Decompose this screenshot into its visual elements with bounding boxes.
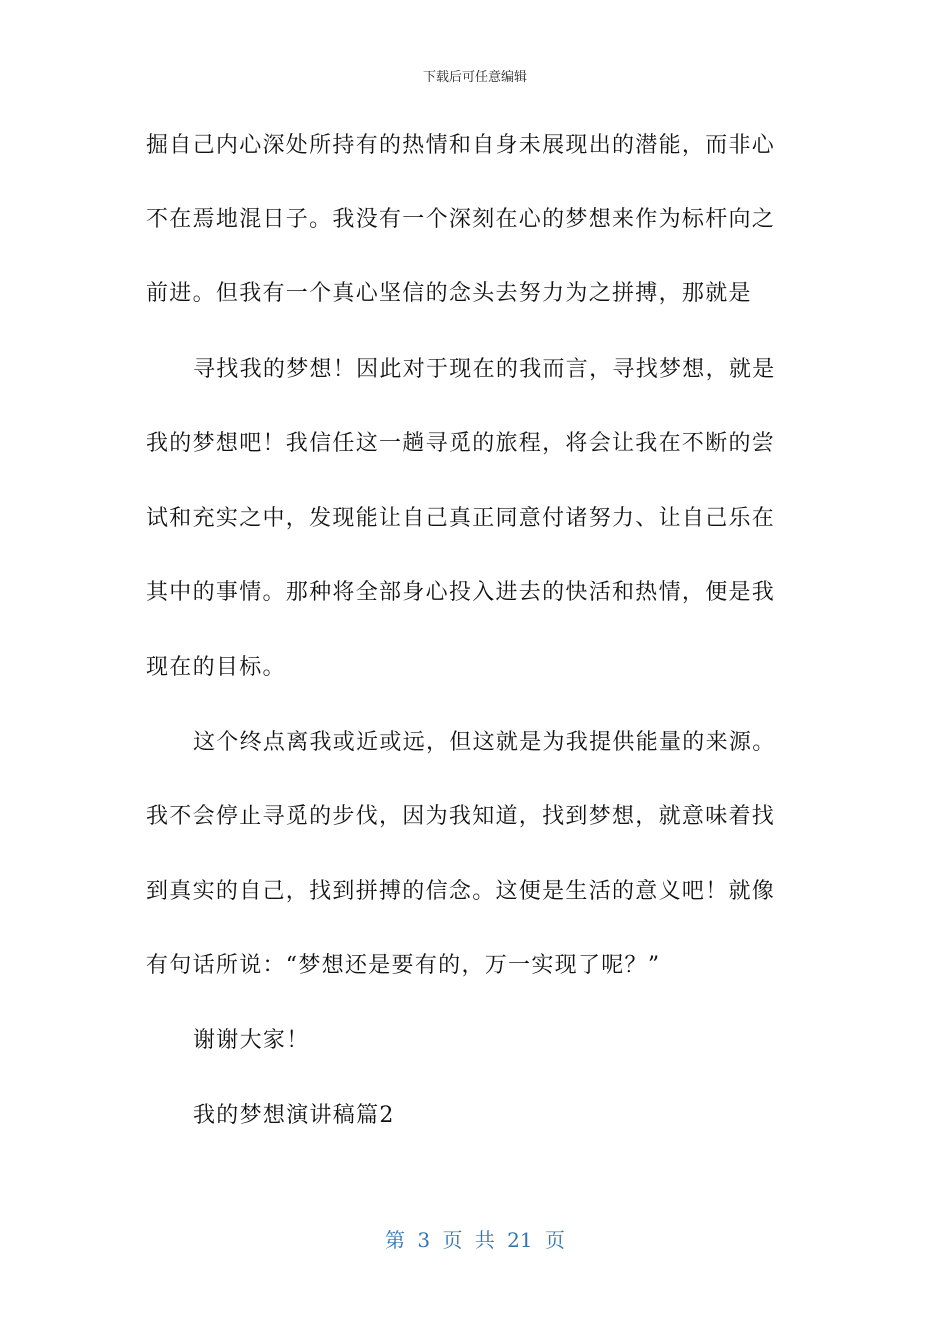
body-line: 到真实的自己，找到拼搏的信念。这便是生活的意义吧！就像 xyxy=(146,879,776,904)
body-line: 不在焉地混日子。我没有一个深刻在心的梦想来作为标杆向之 xyxy=(146,207,776,232)
body-line: 寻找我的梦想！因此对于现在的我而言，寻找梦想，就是 xyxy=(193,357,776,382)
body-line: 有句话所说：“梦想还是要有的，万一实现了呢？” xyxy=(146,953,661,978)
page-number: 第 3 页 共 21 页 xyxy=(385,1228,565,1252)
section-heading: 我的梦想演讲稿篇2 xyxy=(193,1103,395,1128)
body-line: 我不会停止寻觅的步伐，因为我知道，找到梦想，就意味着找 xyxy=(146,804,776,829)
body-line: 掘自己内心深处所持有的热情和自身未展现出的潜能，而非心 xyxy=(146,133,776,158)
page-header: 下载后可任意编辑 xyxy=(422,70,527,85)
body-line: 试和充实之中，发现能让自己真正同意付诸努力、让自己乐在 xyxy=(146,506,776,531)
body-line: 其中的事情。那种将全部身心投入进去的快活和热情，便是我 xyxy=(146,580,776,605)
body-line: 前进。但我有一个真心坚信的念头去努力为之拼搏，那就是 xyxy=(146,281,752,306)
body-line: 我的梦想吧！我信任这一趟寻觅的旅程，将会让我在不断的尝 xyxy=(146,431,776,456)
body-line: 这个终点离我或近或远，但这就是为我提供能量的来源。 xyxy=(193,730,776,755)
body-line: 现在的目标。 xyxy=(146,655,286,680)
body-line: 谢谢大家！ xyxy=(193,1028,310,1053)
